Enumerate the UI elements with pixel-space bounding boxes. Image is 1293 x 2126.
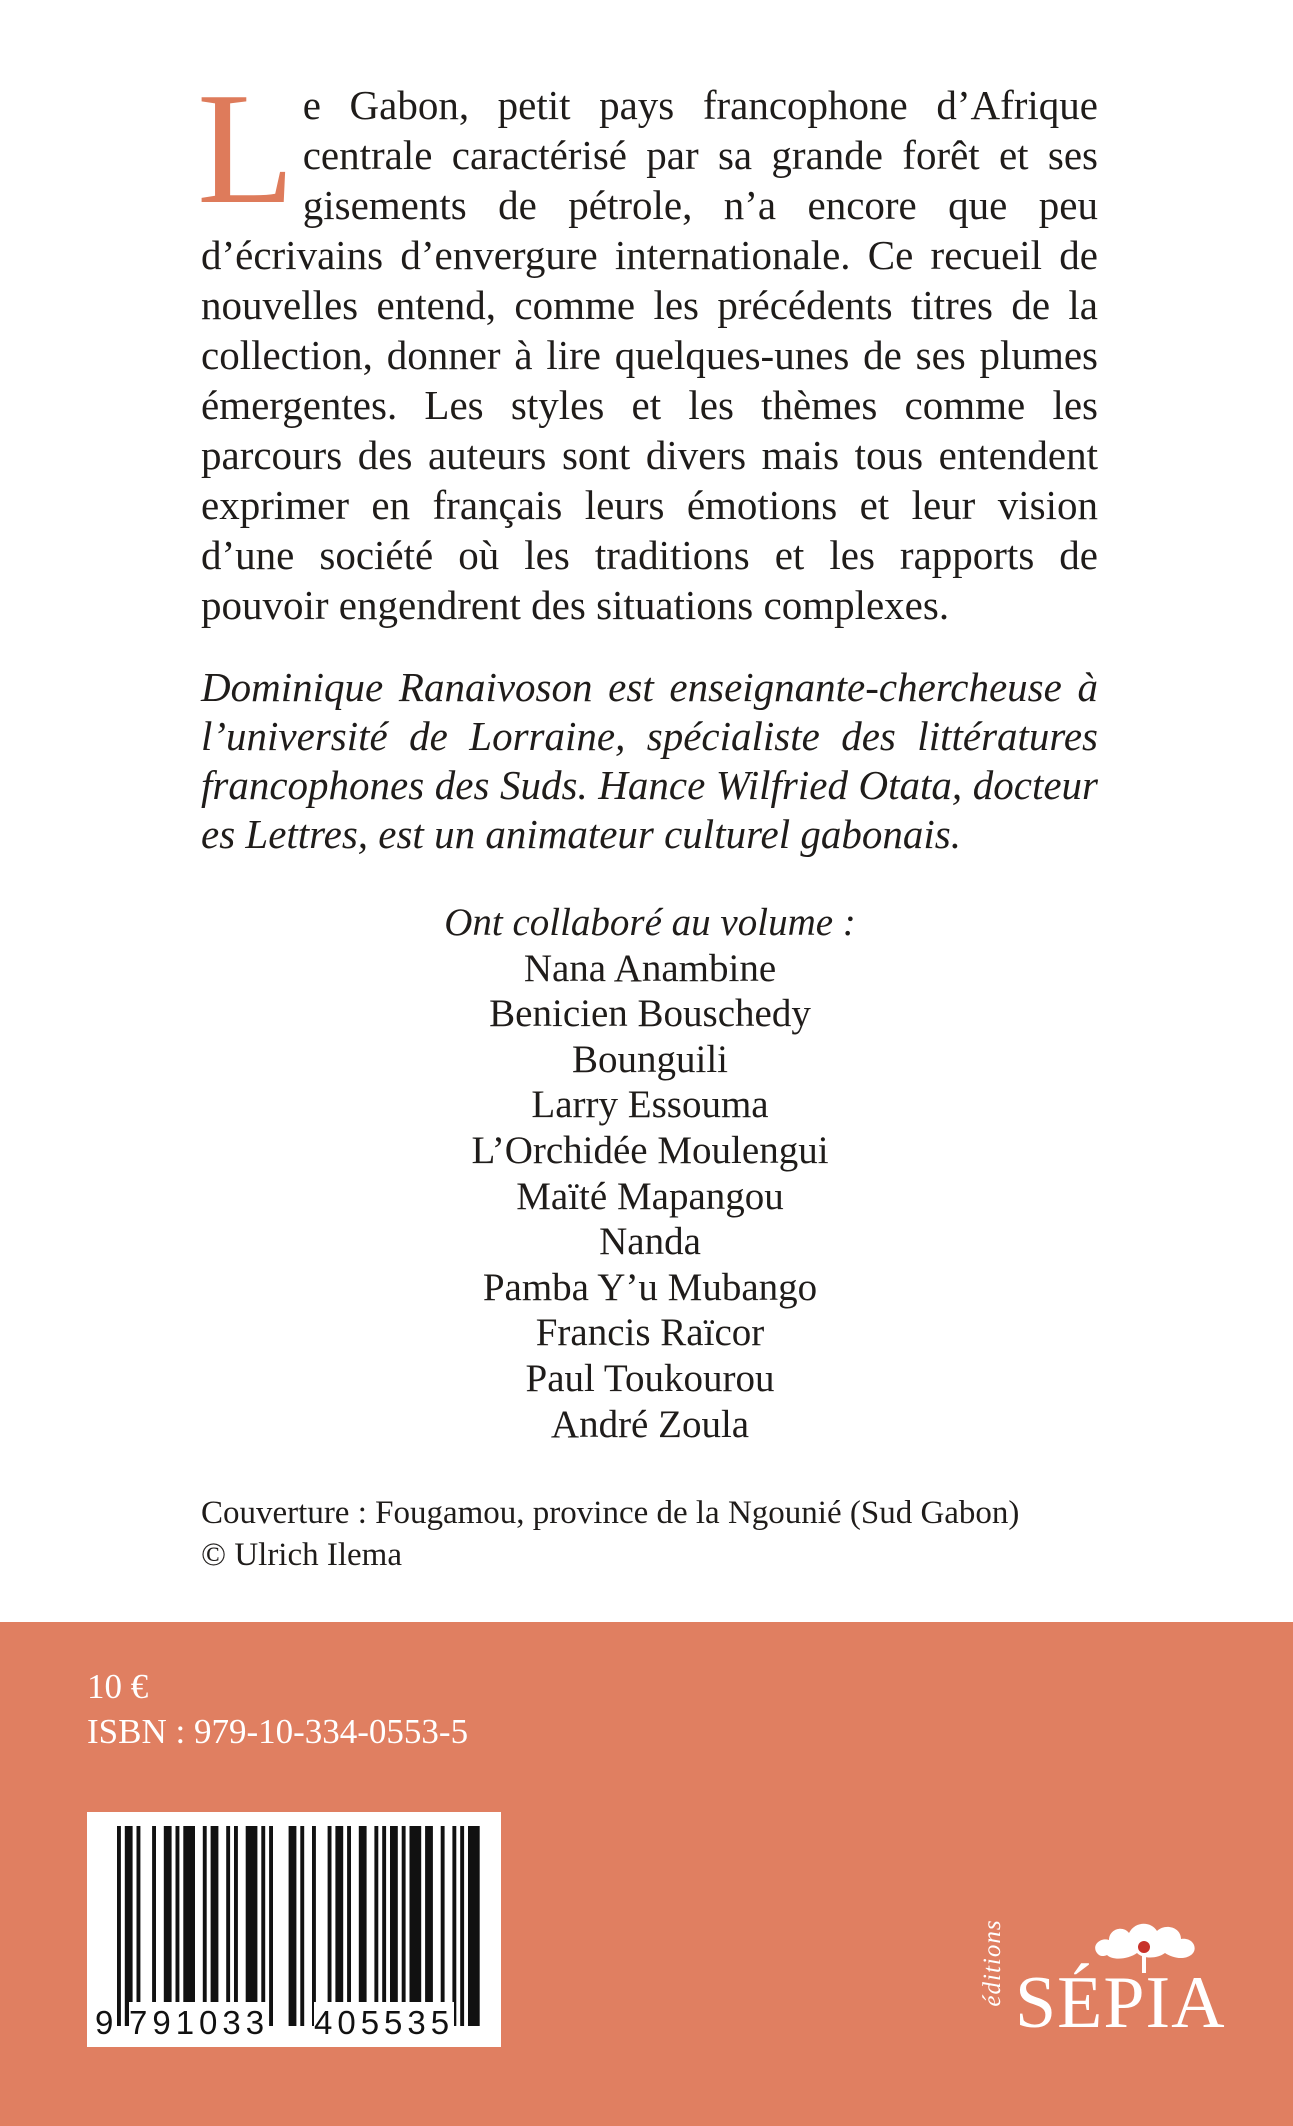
contributors-list [400,900,900,1447]
publisher-name: SÉPIA [1015,1962,1226,2044]
price-label: 10 € [87,1667,149,1706]
cover-credits [201,1492,1121,1576]
barcode-bar [374,1826,378,2026]
contributor-name: Paul Toukourou [525,1356,775,1400]
publisher-logo [975,1905,1235,2055]
barcode-bar [246,1826,258,2026]
barcode-digits-right: 405535 [314,2002,454,2044]
logo-prefix [975,1905,1015,2025]
barcode-bar [269,1826,273,2026]
barcode-bar [382,1826,386,2026]
editors-bio: Dominique Ranaivoson est enseignante-chercheuse à l’université de Lorraine, spécialiste des littératures francophones des Suds. Hance Wilfried Otata, docteur es Lettres, est un animateur culturel gabonais. [201,664,1098,857]
barcode-bar [328,1826,332,2026]
contributor-name: Benicien Bouschedy [489,992,811,1036]
barcode-digits-left: 791033 [129,2002,269,2044]
barcode-bar [347,1826,351,2026]
barcode-bar [402,1826,406,2026]
barcode-bar [137,1826,141,2026]
barcode-bar [335,1826,343,2026]
barcode-bar [359,1826,367,2026]
contributor-name: Nanda [599,1220,701,1264]
summary-text: e Gabon, petit pays francophone d’Afrique centrale caractérisé par sa grande forêt et ses gisements de pétrole, n’a encore que peu d’écrivains d’envergure internationale. Ce recueil de nouvelles entend, comme les précédents titres de la collection, donner à lire quelques-unes de ses plumes émergentes. Les styles et les thèmes comme les parcours des auteurs sont divers mais tous entendent exprimer en français leurs émotions et leur vision d’une société où les traditions et les rapports de pouvoir engendrent des situations complexes. [201,82,1098,628]
barcode-bar [312,1826,316,2026]
barcode-bar [117,1826,121,2026]
contributor-name: André Zoula [550,1402,750,1446]
barcode-bar [183,1826,195,2026]
contributor-name: L’Orchidée Moulengui [471,1128,829,1172]
contributor-name: Pamba Y’u Mubango [482,1265,818,1309]
contributor-name: Maïté Mapangou [516,1174,784,1218]
barcode-bar [176,1826,180,2026]
barcode-digits [87,2002,501,2044]
drop-cap: L [197,59,295,237]
contributor-name: Nana Anambine [523,946,777,990]
contributor-name: Francis Raïcor [535,1311,765,1355]
barcode-digit-lead: 9 [95,2002,113,2044]
barcode-bar [289,1826,297,2026]
barcode [87,1812,501,2047]
barcode-bar [164,1826,172,2026]
barcode-bar [300,1826,304,2026]
barcode-bar [441,1826,445,2026]
barcode-bar [452,1826,456,2026]
barcode-bar [234,1826,238,2026]
barcode-bar [125,1826,133,2026]
barcode-bar [460,1826,464,2026]
barcode-bar [211,1826,219,2026]
cover-caption: Couverture : Fougamou, province de la Ngounié (Sud Gabon) [201,1495,1020,1531]
isbn-label: ISBN : 979-10-334-0553-5 [87,1712,469,1751]
contributor-name: Larry Essouma [531,1083,769,1127]
contributors-heading: Ont collaboré au volume : [444,901,856,944]
barcode-bar [226,1826,230,2026]
contributor-name: Bounguili [571,1037,729,1081]
logo-prefix-text: éditions [979,1919,1006,2007]
barcode-bar [261,1826,265,2026]
barcode-bar [152,1826,156,2026]
barcode-bar [203,1826,207,2026]
summary-paragraph [197,59,1098,630]
photo-copyright: © Ulrich Ilema [201,1537,402,1573]
barcode-bar [390,1826,398,2026]
barcode-bar [425,1826,433,2026]
barcode-bar [410,1826,422,2026]
barcode-bar [468,1826,480,2026]
